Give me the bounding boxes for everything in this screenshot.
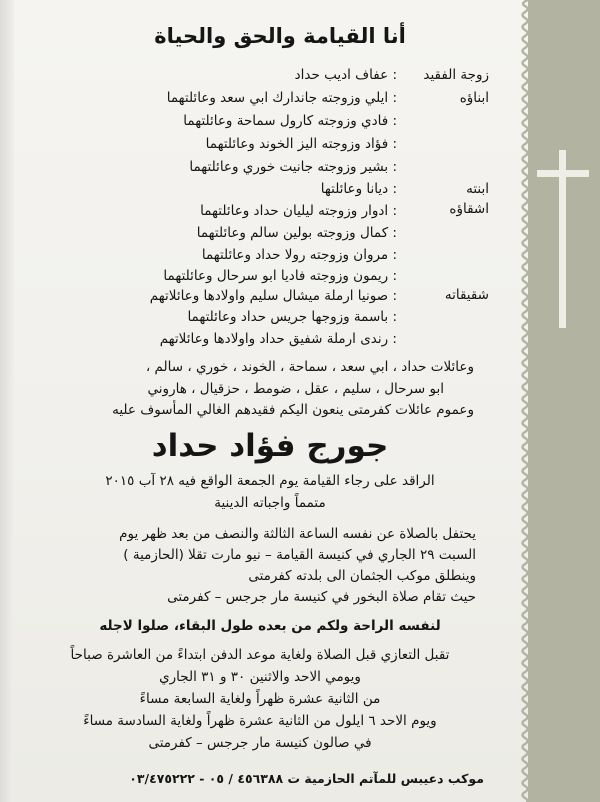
family-entry: : بشير وزوجته جانيت خوري وعائلتهما	[189, 159, 397, 175]
family-entry: : ادوار وزوجته ليليان حداد وعائلتهما	[200, 203, 397, 219]
band-fill	[528, 0, 600, 802]
role-brothers: اشقاؤه	[449, 201, 489, 217]
family-entry: : رندى ارملة شفيق حداد واولادها وعائلاتهم	[159, 331, 397, 347]
condolence-line: في صالون كنيسة مار جرجس – كفرمتى	[148, 735, 372, 751]
funeral-line: حيث تقام صلاة البخور في كنيسة مار جرجس – كفرمتى	[167, 589, 476, 605]
family-entry: : فادي وزوجته كارول سماحة وعائلتهما	[183, 113, 397, 129]
wavy-border-icon	[518, 0, 532, 802]
family-entry: : ريمون وزوجته فاديا ابو سرحال وعائلتهما	[163, 268, 397, 284]
prayer-line: لنفسه الراحة ولكم من بعده طول البقاء، صلوا لاجله	[99, 618, 441, 634]
funeral-line: يحتفل بالصلاة عن نفسه الساعة الثالثة والنصف من بعد ظهر يوم	[119, 526, 476, 542]
deceased-name: جورج فؤاد حداد	[151, 428, 389, 464]
role-wife: زوجة الفقيد	[423, 67, 489, 83]
family-entry: : مروان وزوجته رولا حداد وعائلتهما	[201, 247, 397, 263]
families-line: وعائلات حداد ، ابي سعد ، سماحة ، الخوند ، خوري ، سالم ،	[145, 359, 474, 375]
funeral-line: وينطلق موكب الجثمان الى بلدته كفرمتى	[248, 568, 476, 584]
condolence-line: تقبل التعازي قبل الصلاة ولغاية موعد الدفن ابتداءً من العاشرة صباحاً	[70, 647, 450, 663]
family-entry: : صونيا ارملة ميشال سليم واولادها وعائلاتهم	[149, 288, 397, 304]
family-entry: : باسمة وزوجها جريس حداد وعائلتهما	[187, 309, 397, 325]
condolence-line: ويوم الاحد ٦ ايلول من الثانية عشرة ظهراً ولغاية السادسة مساءً	[83, 713, 437, 729]
funeral-home-footer: موكب دعيبس للمآتم الحازمية ت ٤٥٦٣٨٨ / ٠٥ - ٠٣/٤٧٥٢٢٢	[129, 771, 484, 786]
family-entry: : ديانا وعائلتها	[320, 181, 397, 197]
death-line: الراقد على رجاء القيامة يوم الجمعة الواقع فيه ٢٨ آب ٢٠١٥	[105, 473, 435, 489]
condolence-line: ويومي الاحد والاثنين ٣٠ و ٣١ الجاري	[159, 669, 361, 685]
family-entry: : فؤاد وزوجته اليز الخوند وعائلتهما	[205, 136, 397, 152]
page-title: أنا القيامة والحق والحياة	[154, 24, 406, 48]
role-daughter: ابنته	[466, 181, 489, 197]
cross-icon-bar	[537, 170, 589, 177]
role-sons: ابناؤه	[459, 90, 489, 106]
funeral-line: السبت ٢٩ الجاري في كنيسة القيامة – نيو مارت تقلا (الحازمية )	[123, 547, 476, 563]
family-entry: : ايلي وزوجته جاندارك ابي سعد وعائلتهما	[166, 90, 397, 106]
condolence-line: من الثانية عشرة ظهراً ولغاية السابعة مساءً	[139, 691, 381, 707]
families-line: ابو سرحال ، سليم ، عقل ، ضومط ، حزقيال ، هاروني	[147, 381, 444, 397]
family-entry: : كمال وزوجته بولين سالم وعائلتهما	[196, 225, 397, 241]
decorative-side-band	[514, 0, 600, 802]
role-sisters: شقيقاته	[444, 287, 489, 303]
family-entry: : عفاف اديب حداد	[294, 67, 397, 83]
death-line: متمماً واجباته الدينية	[214, 495, 326, 511]
families-line: وعموم عائلات كفرمتى ينعون اليكم فقيدهم الغالي المأسوف عليه	[112, 402, 474, 418]
